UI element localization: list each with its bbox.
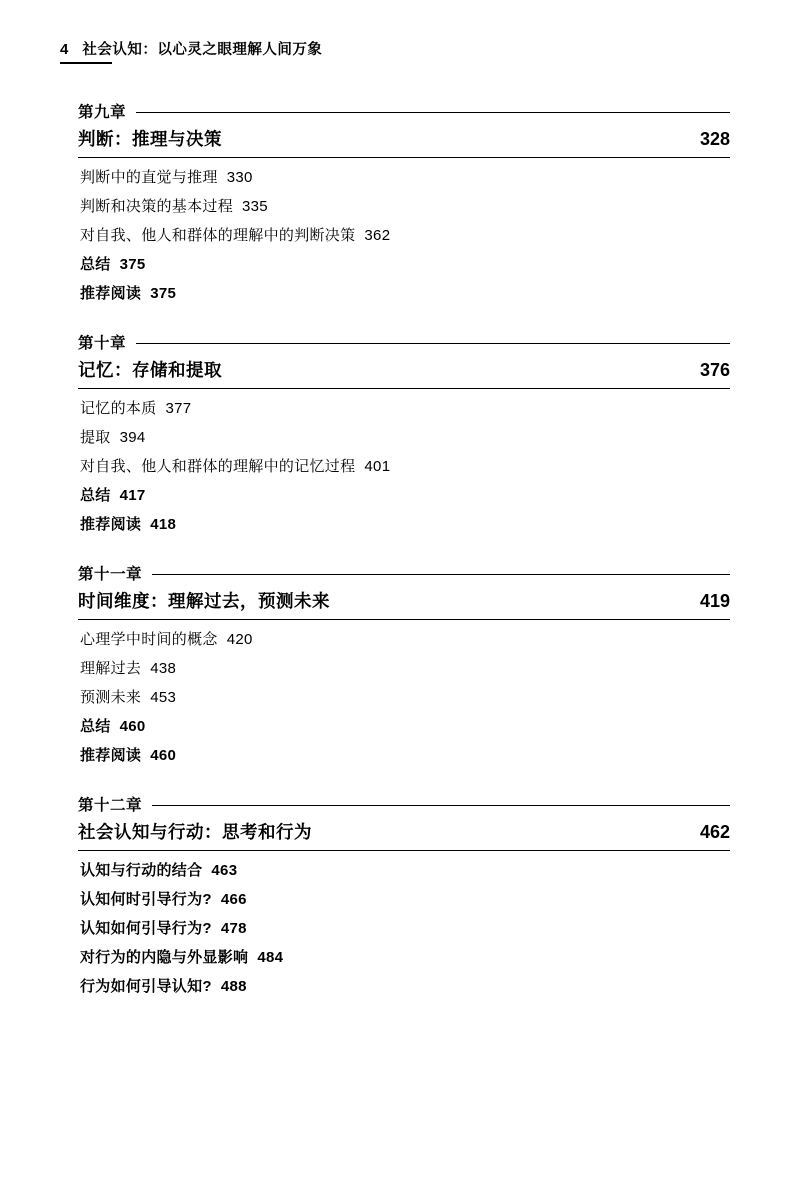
- chapter-title-row[interactable]: [78, 357, 730, 389]
- toc-entry[interactable]: [80, 921, 730, 936]
- chapter-number-row: [78, 562, 730, 584]
- toc-entry-page: 460: [119, 718, 146, 735]
- toc-entry-label: 对行为的内隐与外显影响: [80, 949, 249, 966]
- chapter-number-rule: [152, 574, 730, 575]
- chapter-title: 时间维度：理解过去，预测未来: [78, 591, 330, 611]
- chapter-number: 第十章: [78, 335, 127, 352]
- toc-entry-page: 375: [119, 256, 146, 273]
- toc-entry[interactable]: [80, 950, 730, 965]
- chapter-number-rule: [136, 343, 730, 344]
- chapter-number-row: [78, 100, 730, 122]
- toc-entry-label: 总结: [80, 718, 111, 735]
- toc-entry-label: 认知如何引导行为?: [80, 920, 212, 937]
- chapter-block: [78, 331, 730, 532]
- toc-entry-label: 总结: [80, 487, 111, 504]
- toc-entry-page: 417: [119, 487, 146, 504]
- toc-entry[interactable]: [80, 719, 730, 734]
- header-rule: [60, 62, 112, 64]
- toc-entry-label: 提取: [80, 429, 111, 446]
- toc-entry-label: 预测未来: [80, 689, 142, 706]
- toc-entry-page: 335: [242, 198, 268, 215]
- toc-entry-label: 推荐阅读: [80, 747, 142, 764]
- toc-entry-page: 418: [150, 516, 177, 533]
- toc-entry[interactable]: [80, 892, 730, 907]
- table-of-contents: [78, 100, 730, 1024]
- chapter-number-row: [78, 793, 730, 815]
- chapter-title-row[interactable]: [78, 126, 730, 158]
- toc-entry-label: 认知与行动的结合: [80, 862, 203, 879]
- toc-entry[interactable]: [80, 979, 730, 994]
- chapter-title: 记忆：存储和提取: [78, 360, 222, 380]
- toc-entry-page: 377: [165, 400, 192, 417]
- chapter-page-number: 462: [699, 822, 730, 842]
- toc-entry[interactable]: [80, 632, 730, 647]
- toc-entry[interactable]: [80, 257, 730, 272]
- chapter-title: 判断：推理与决策: [78, 129, 222, 149]
- toc-entry-page: 438: [150, 660, 177, 677]
- toc-entry[interactable]: [80, 430, 730, 445]
- toc-entry-label: 推荐阅读: [80, 516, 142, 533]
- chapter-number: 第九章: [78, 104, 127, 121]
- toc-entry-page: 330: [226, 169, 253, 186]
- toc-entry[interactable]: [80, 228, 730, 243]
- toc-entry-label: 认知何时引导行为?: [80, 891, 212, 908]
- chapter-page-number: 376: [699, 360, 730, 380]
- toc-entry-label: 总结: [80, 256, 111, 273]
- toc-entry[interactable]: [80, 170, 730, 185]
- toc-entry[interactable]: [80, 517, 730, 532]
- toc-entry[interactable]: [80, 401, 730, 416]
- toc-entry-label: 心理学中时间的概念: [80, 631, 218, 648]
- toc-entry[interactable]: [80, 661, 730, 676]
- toc-entry-page: 466: [220, 891, 247, 908]
- chapter-number-rule: [152, 805, 730, 806]
- chapter-entries: [78, 401, 730, 532]
- toc-entry-page: 362: [364, 227, 391, 244]
- chapter-number-row: [78, 331, 730, 353]
- toc-entry-page: 478: [220, 920, 247, 937]
- toc-entry[interactable]: [80, 199, 730, 214]
- toc-entry-label: 记忆的本质: [80, 400, 157, 417]
- toc-entry-label: 推荐阅读: [80, 285, 142, 302]
- chapter-block: [78, 562, 730, 763]
- toc-entry-label: 理解过去: [80, 660, 142, 677]
- toc-entry-label: 判断中的直觉与推理: [80, 169, 218, 186]
- toc-entry-page: 375: [150, 285, 177, 302]
- chapter-page-number: 328: [699, 129, 730, 149]
- toc-entry-page: 394: [119, 429, 146, 446]
- toc-entry[interactable]: [80, 488, 730, 503]
- toc-entry-page: 488: [220, 978, 247, 995]
- toc-entry[interactable]: [80, 863, 730, 878]
- toc-entry[interactable]: [80, 286, 730, 301]
- toc-entry-label: 对自我、他人和群体的理解中的记忆过程: [80, 458, 356, 475]
- chapter-block: [78, 100, 730, 301]
- toc-entry-label: 对自我、他人和群体的理解中的判断决策: [80, 227, 356, 244]
- running-header: [60, 38, 730, 59]
- page-folio: 4: [60, 41, 69, 58]
- running-header-title: 社会认知：以心灵之眼理解人间万象: [82, 42, 323, 58]
- chapter-number-rule: [136, 112, 730, 113]
- chapter-block: [78, 793, 730, 994]
- chapter-title-row[interactable]: [78, 819, 730, 851]
- toc-entry[interactable]: [80, 459, 730, 474]
- toc-entry[interactable]: [80, 748, 730, 763]
- chapter-title: 社会认知与行动：思考和行为: [78, 822, 312, 842]
- chapter-title-row[interactable]: [78, 588, 730, 620]
- chapter-number: 第十一章: [78, 566, 143, 583]
- toc-entry-label: 行为如何引导认知?: [80, 978, 212, 995]
- chapter-entries: [78, 863, 730, 994]
- toc-entry-page: 420: [226, 631, 253, 648]
- chapter-page-number: 419: [699, 591, 730, 611]
- chapter-entries: [78, 170, 730, 301]
- toc-entry-label: 判断和决策的基本过程: [80, 198, 234, 215]
- toc-entry-page: 401: [364, 458, 391, 475]
- chapter-entries: [78, 632, 730, 763]
- toc-entry[interactable]: [80, 690, 730, 705]
- toc-entry-page: 463: [211, 862, 238, 879]
- toc-entry-page: 484: [257, 949, 284, 966]
- chapter-number: 第十二章: [78, 797, 143, 814]
- toc-entry-page: 460: [150, 747, 177, 764]
- toc-entry-page: 453: [150, 689, 177, 706]
